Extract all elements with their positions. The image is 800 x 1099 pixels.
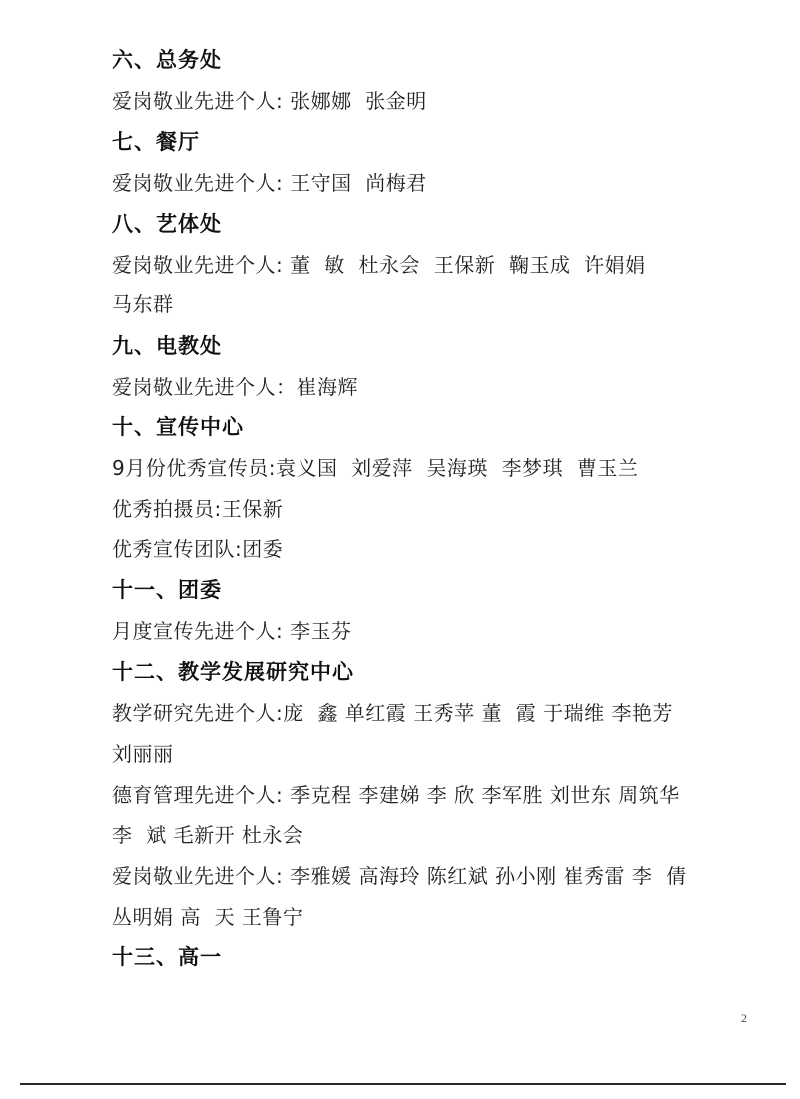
award-line: 爱岗敬业先进个人：崔海辉 <box>112 375 358 399</box>
award-line-continuation: 马东群 <box>112 292 174 316</box>
award-line: 教学研究先进个人:庞 鑫 单红霞 王秀苹 董 霞 于瑞维 李艳芳 <box>112 701 673 725</box>
award-line: 优秀拍摄员:王保新 <box>112 497 284 521</box>
award-line: 爱岗敬业先进个人: 李雅媛 高海玲 陈红斌 孙小刚 崔秀雷 李 倩 <box>112 864 687 888</box>
award-line-continuation: 丛明娟 高 天 王鲁宁 <box>112 905 304 929</box>
section-heading-av-education: 九、电教处 <box>112 334 222 358</box>
section-heading-canteen: 七、餐厅 <box>112 130 200 154</box>
award-line: 优秀宣传团队:团委 <box>112 537 284 561</box>
award-line: 德育管理先进个人: 季克程 李建娣 李 欣 李军胜 刘世东 周筑华 <box>112 783 680 807</box>
award-line: 爱岗敬业先进个人: 张娜娜 张金明 <box>112 89 427 113</box>
page-number: 2 <box>741 1011 747 1025</box>
scan-edge-rule <box>20 1083 786 1085</box>
section-heading-arts-sports: 八、艺体处 <box>112 212 222 236</box>
section-heading-youth-league: 十一、团委 <box>112 578 222 602</box>
award-line: 月度宣传先进个人: 李玉芬 <box>112 619 352 643</box>
section-heading-publicity-center: 十、宣传中心 <box>112 415 244 439</box>
section-heading-grade-one: 十三、高一 <box>112 945 222 969</box>
award-line-continuation: 刘丽丽 <box>112 742 174 766</box>
award-line: 9月份优秀宣传员:袁义国 刘爱萍 吴海瑛 李梦琪 曹玉兰 <box>112 456 639 480</box>
award-line: 爱岗敬业先进个人: 王守国 尚梅君 <box>112 171 427 195</box>
award-line: 爱岗敬业先进个人: 董 敏 杜永会 王保新 鞠玉成 许娟娟 <box>112 253 646 277</box>
section-heading-general-affairs: 六、总务处 <box>112 48 222 72</box>
section-heading-teaching-research: 十二、教学发展研究中心 <box>112 660 354 684</box>
award-line-continuation: 李 斌 毛新开 杜永会 <box>112 823 304 847</box>
